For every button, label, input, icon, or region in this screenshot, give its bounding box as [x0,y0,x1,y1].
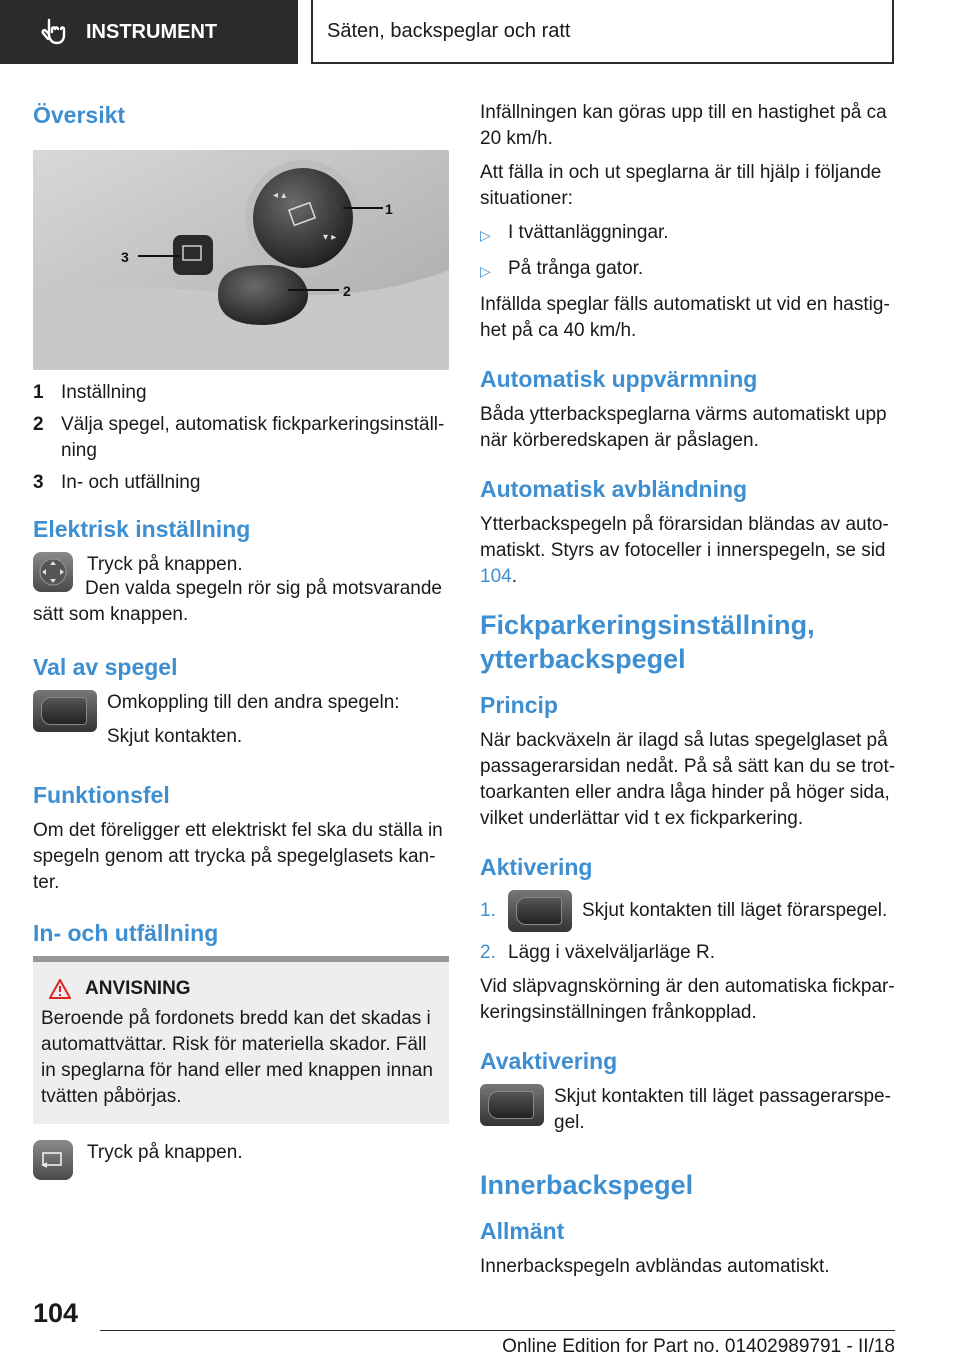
malfunction-text: Om det föreligger ett elektriskt fel ska du ställa in spegeln genom att trycka på spegelglasets kan-ter. [33,820,443,893]
fold-situations-text: Att fälla in och ut speglarna är till hjälp i följande situationer: [480,162,882,209]
mirror-select-action: Skjut kontakten. [107,726,243,747]
mirror-select-text: Omkoppling till den andra spegeln: [107,692,400,713]
fold-mirror-button-icon [33,1140,73,1180]
parking-heading: Fickparkeringsinställning, ytterbackspegel [480,610,815,674]
list-item: 1. Skjut kontakten till läget förarspegel. [480,890,896,932]
edition-text: Online Edition for Part no. 01402989791 - II/18 [502,1336,895,1357]
general-text: Innerbackspegeln avbländas automatiskt. [480,1256,830,1277]
inner-mirror-heading: Innerbackspegel [480,1170,694,1200]
callout-3: 3 [121,249,129,265]
figure-legend [33,380,449,496]
section-label: INSTRUMENT [86,20,218,43]
page-number: 104 [33,1298,79,1328]
mirror-control-figure [33,150,449,370]
legend-item: 1 Inställning [33,382,147,403]
warning-box [33,956,449,1124]
page-link[interactable]: 104 [480,566,512,587]
principle-text: När backväxeln är ilagd så lutas spegelglaset på passagerarsidan nedåt. På så sätt kan du se trot-toarkanten eller andra låga hinder på höger sida, vilket underlättar vid t ex fickparkering. [480,730,896,829]
legend-item: 3 In- och utfällning [33,472,201,493]
mirror-switch-icon [33,690,97,732]
list-item: ▷ På trånga gator. [480,256,896,284]
svg-text:◂ ▴: ◂ ▴ [273,190,287,201]
deactivation-text: Skjut kontakten till läget passagerarspe-gel. [554,1086,891,1133]
mirror-switch-icon [508,890,572,932]
activation-steps [480,890,896,966]
section-tab[interactable] [0,0,298,64]
overview-heading: Översikt [33,102,126,128]
warning-title: ANVISNING [85,978,191,999]
bullet-triangle-icon: ▷ [480,227,491,243]
chapter-title: Säten, backspeglar och ratt [311,0,894,64]
list-item: 2. Lägg i växelväljarläge R. [480,942,716,963]
electric-adjust-heading: Elektrisk inställning [33,516,251,542]
fold-heading: In- och utfällning [33,920,219,946]
dimming-text: Ytterbackspegeln på förarsidan bländas av auto-matiskt. Styrs av fotoceller i innerspegeln, se sid 104. [480,514,889,587]
situations-list [480,220,896,284]
activation-heading: Aktivering [480,854,593,880]
footer-divider [100,1330,895,1331]
page-header [0,0,960,66]
callout-2: 2 [343,283,351,299]
mirror-select-heading: Val av spegel [33,654,178,680]
deactivation-heading: Avaktivering [480,1048,618,1074]
list-item: ▷ I tvättanläggningar. [480,220,896,248]
warning-text: Beroende på fordonets bredd kan det skadas i automattvättar. Risk för materiella skador. Fäll in speglarna för hand eller med knappen innan tvätten påbörjas. [41,1008,433,1107]
heating-heading: Automatisk uppvärmning [480,366,758,392]
four-way-pad-icon [33,552,73,592]
warning-triangle-icon [49,979,71,999]
mirror-switch-icon [480,1084,544,1126]
trailer-text: Vid släpvagnskörning är den automatiska fickpar-keringsinställningen frånkopplad. [480,976,895,1023]
bullet-triangle-icon: ▷ [480,263,491,279]
left-column [33,100,449,1186]
pointing-hand-icon [38,17,68,47]
heating-text: Båda ytterbackspeglarna värms automatiskt upp när körberedskapen är påslagen. [480,404,887,451]
svg-text:▾ ▸: ▾ ▸ [323,232,337,243]
fold-text: Tryck på knappen. [87,1142,243,1163]
dimming-heading: Automatisk avbländning [480,476,748,502]
legend-item: 2 Välja spegel, automatisk fickparkeringsinställ-ning [33,414,445,461]
general-heading: Allmänt [480,1218,565,1244]
electric-adjust-desc: Den valda spegeln rör sig på motsvarande sätt som knappen. [33,578,442,625]
fold-speed-text: Infällningen kan göras upp till en hastighet på ca 20 km/h. [480,102,887,149]
malfunction-heading: Funktionsfel [33,782,170,808]
auto-unfold-text: Infällda speglar fälls automatiskt ut vid en hastig-het på ca 40 km/h. [480,294,890,341]
right-column [480,100,896,1288]
electric-adjust-text: Tryck på knappen. [87,554,243,575]
principle-heading: Princip [480,692,558,718]
callout-1: 1 [385,201,393,217]
